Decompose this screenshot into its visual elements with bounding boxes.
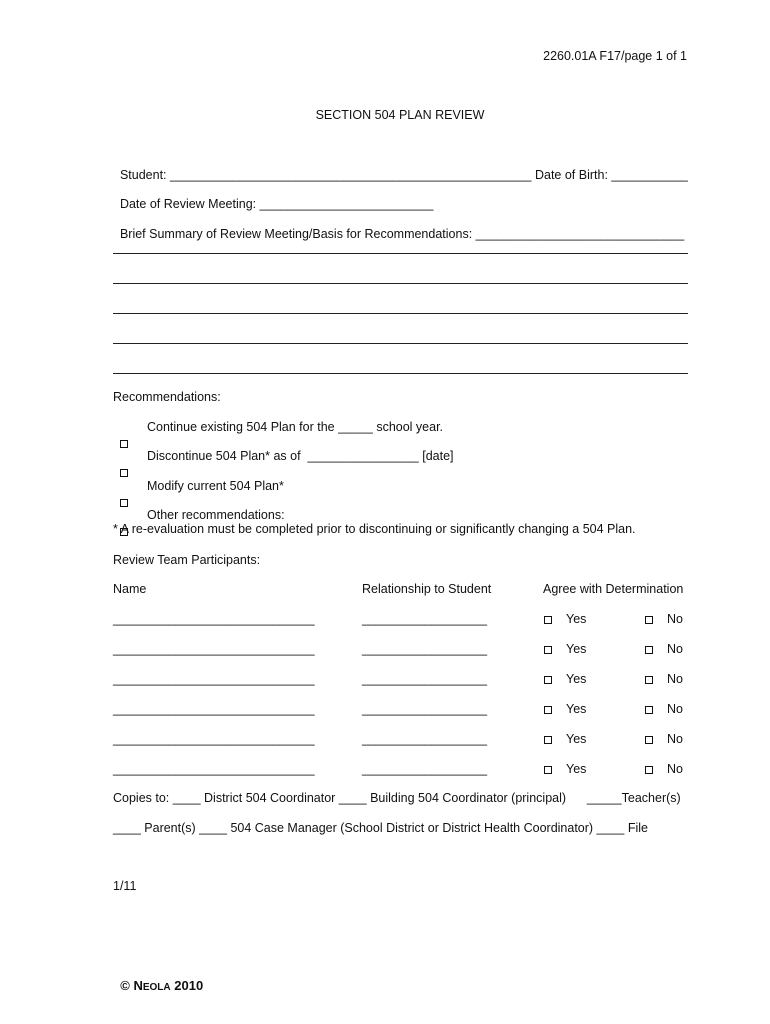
- agree-yes-option: [544, 611, 552, 627]
- participant-name-field[interactable]: _____________________________: [113, 642, 315, 656]
- agree-no-option: [645, 671, 653, 687]
- agree-yes-option: [544, 701, 552, 717]
- agree-yes-option: [544, 731, 552, 747]
- agree-no-option: [645, 701, 653, 717]
- participant-relationship-field[interactable]: __________________: [362, 642, 488, 656]
- team-heading: Review Team Participants:: [113, 553, 261, 567]
- summary-field[interactable]: ______________________________: [475, 227, 685, 241]
- participant-name-field[interactable]: _____________________________: [113, 702, 315, 716]
- agree-no-option: [645, 611, 653, 627]
- summary-line-3[interactable]: [113, 313, 688, 314]
- checkbox-icon[interactable]: [544, 616, 552, 624]
- agree-yes-label: Yes: [566, 762, 587, 776]
- student-label: Student:: [119, 168, 170, 182]
- summary-row: [113, 210, 684, 242]
- recommendations-heading: Recommendations:: [113, 390, 221, 404]
- copyright-footer: [113, 962, 203, 996]
- checkbox-icon[interactable]: [645, 676, 653, 684]
- checkbox-icon[interactable]: [645, 736, 653, 744]
- agree-yes-label: Yes: [566, 612, 587, 626]
- agree-no-option: [645, 641, 653, 657]
- agree-yes-label: Yes: [566, 702, 587, 716]
- summary-line-1[interactable]: [113, 253, 688, 254]
- student-field[interactable]: ____________________________________________________: [170, 168, 532, 182]
- agree-no-label: No: [667, 612, 683, 626]
- checkbox-icon[interactable]: [544, 646, 552, 654]
- summary-label: Brief Summary of Review Meeting/Basis for Recommendations:: [119, 227, 476, 241]
- agree-no-label: No: [667, 702, 683, 716]
- brand-first-letter: N: [133, 978, 143, 993]
- checkbox-icon[interactable]: [544, 706, 552, 714]
- checkbox-icon[interactable]: [645, 706, 653, 714]
- page-title: SECTION 504 PLAN REVIEW: [315, 108, 485, 122]
- participant-name-field[interactable]: _____________________________: [113, 732, 315, 746]
- participant-name-field[interactable]: _____________________________: [113, 612, 315, 626]
- agree-yes-option: [544, 671, 552, 687]
- checkbox-icon[interactable]: [645, 616, 653, 624]
- revision-date: 1/11: [113, 879, 137, 893]
- participant-relationship-field[interactable]: __________________: [362, 612, 488, 626]
- copies-line-2: ____ Parent(s) ____ 504 Case Manager (School District or District Health Coordinator) ____ File: [113, 821, 648, 835]
- participant-relationship-field[interactable]: __________________: [362, 762, 488, 776]
- checkbox-icon[interactable]: [544, 766, 552, 774]
- checkbox-icon[interactable]: [120, 440, 128, 448]
- checkbox-icon[interactable]: [120, 499, 128, 507]
- option-continue-label: Continue existing 504 Plan for the _____ school year.: [147, 420, 444, 434]
- review-date-field[interactable]: _________________________: [259, 197, 434, 211]
- copies-line-1: Copies to: ____ District 504 Coordinator ____ Building 504 Coordinator (principal) _____Teacher(s): [113, 791, 681, 805]
- col-relationship-header: Relationship to Student: [362, 582, 492, 596]
- agree-yes-label: Yes: [566, 672, 587, 686]
- participant-relationship-field[interactable]: __________________: [362, 702, 488, 716]
- checkbox-icon[interactable]: [645, 766, 653, 774]
- review-date-label: Date of Review Meeting:: [119, 197, 260, 211]
- agree-yes-option: [544, 761, 552, 777]
- participant-name-field[interactable]: _____________________________: [113, 762, 315, 776]
- checkbox-icon[interactable]: [544, 736, 552, 744]
- form-number: 2260.01A F17/page 1 of 1: [543, 49, 687, 63]
- summary-line-2[interactable]: [113, 283, 688, 284]
- option-other-label: Other recommendations:: [147, 508, 285, 522]
- agree-yes-label: Yes: [566, 732, 587, 746]
- participant-name-field[interactable]: _____________________________: [113, 672, 315, 686]
- participant-relationship-field[interactable]: __________________: [362, 672, 488, 686]
- summary-line-4[interactable]: [113, 343, 688, 344]
- copyright-symbol: ©: [120, 978, 130, 993]
- dob-field[interactable]: ___________: [611, 168, 688, 182]
- agree-no-option: [645, 731, 653, 747]
- option-modify: [113, 478, 128, 510]
- agree-yes-label: Yes: [566, 642, 587, 656]
- agree-no-label: No: [667, 642, 683, 656]
- col-agree-header: Agree with Determination: [543, 582, 684, 596]
- copyright-year: 2010: [174, 978, 204, 993]
- summary-line-5[interactable]: [113, 373, 688, 374]
- dob-label: Date of Birth:: [531, 168, 612, 182]
- agree-no-label: No: [667, 732, 683, 746]
- reevaluation-note: * A re-evaluation must be completed prior to discontinuing or significantly changing a 504 Plan.: [113, 522, 636, 536]
- agree-yes-option: [544, 641, 552, 657]
- checkbox-icon[interactable]: [120, 469, 128, 477]
- option-modify-label: Modify current 504 Plan*: [147, 479, 284, 493]
- student-row: [113, 151, 688, 183]
- option-continue: [113, 419, 128, 451]
- option-discontinue-label: Discontinue 504 Plan* as of ________________ [date]: [147, 449, 454, 463]
- agree-no-label: No: [667, 762, 683, 776]
- review-date-row: [113, 180, 433, 212]
- checkbox-icon[interactable]: [645, 646, 653, 654]
- agree-no-option: [645, 761, 653, 777]
- option-discontinue: [113, 448, 128, 480]
- brand-rest: EOLA: [142, 982, 171, 993]
- participant-relationship-field[interactable]: __________________: [362, 732, 488, 746]
- col-name-header: Name: [113, 582, 147, 596]
- checkbox-icon[interactable]: [544, 676, 552, 684]
- agree-no-label: No: [667, 672, 683, 686]
